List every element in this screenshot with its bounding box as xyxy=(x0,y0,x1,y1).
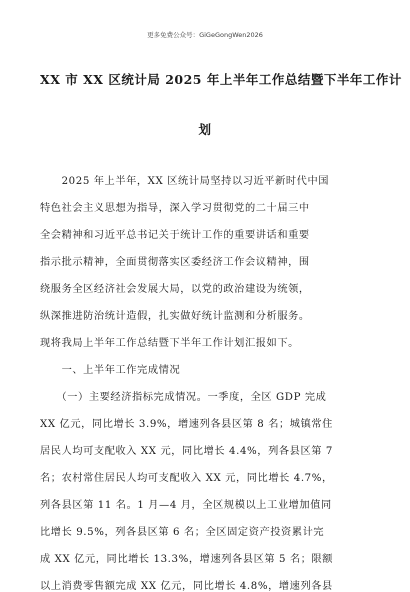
section-heading: 一、上半年工作完成情况 xyxy=(40,365,181,376)
body-line: 指示批示精神，全面贯彻落实区委经济工作会议精神，围 xyxy=(40,257,310,268)
header-note: 更多免费公众号：GiGeGongWen2026 xyxy=(147,31,263,39)
body-line: （一）主要经济指标完成情况。一季度，全区 GDP 完成 xyxy=(40,392,327,403)
body-line: 以上消费零售额完成 XX 亿元，同比增长 4.8%，增速列各县 xyxy=(40,581,333,592)
body-line: 特色社会主义思想为指导，深入学习贯彻党的二十届三中 xyxy=(40,203,310,214)
document-title-line-2: 划 xyxy=(198,122,212,137)
body-line: 居民人均可支配收入 XX 元，同比增长 4.4%，列各县区第 7 xyxy=(40,446,333,457)
body-line: 名；农村常住居民人均可支配收入 XX 元，同比增长 4.7%， xyxy=(40,473,333,484)
body-line: XX 亿元，同比增长 3.9%，增速列各县区第 8 名；城镇常住 xyxy=(40,419,333,430)
body-line: 成 XX 亿元，同比增长 13.3%，增速列各县区第 5 名；限额 xyxy=(40,554,334,565)
body-line: 2025 年上半年，XX 区统计局坚持以习近平新时代中国 xyxy=(40,176,330,187)
document-title-line-1: XX 市 XX 区统计局 2025 年上半年工作总结暨下半年工作计 xyxy=(40,72,402,87)
body-line: 列各县区第 11 名。1 月—4 月，全区规模以上工业增加值同 xyxy=(40,500,332,511)
body-line: 现将我局上半年工作总结暨下半年工作计划汇报如下。 xyxy=(40,338,299,349)
body-line: 绕服务全区经济社会发展大局，以党的政治建设为统领， xyxy=(40,284,310,295)
body-line: 比增长 9.5%，列各县区第 6 名；全区固定资产投资累计完 xyxy=(40,527,325,538)
body-line: 纵深推进防治统计造假，扎实做好统计监测和分析服务。 xyxy=(40,311,310,322)
body-line: 全会精神和习近平总书记关于统计工作的重要讲话和重要 xyxy=(40,230,310,241)
